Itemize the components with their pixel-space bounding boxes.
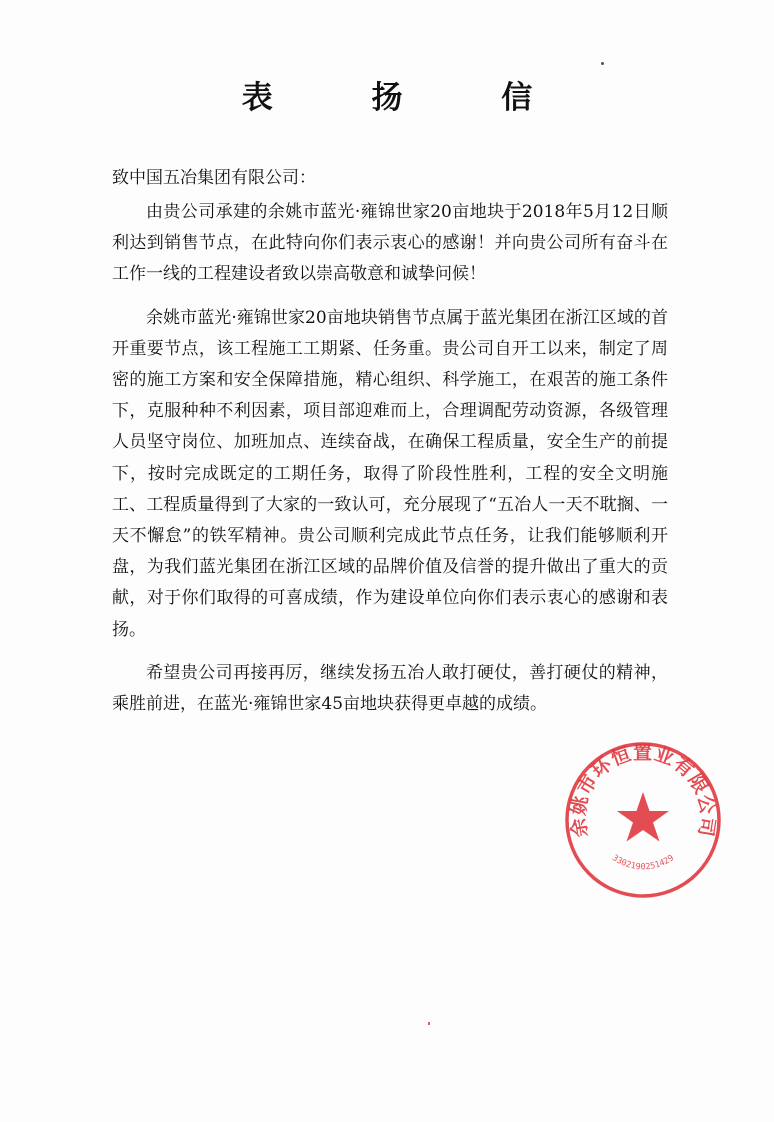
seal-stamp-icon bbox=[563, 740, 723, 900]
letter-body bbox=[112, 197, 668, 732]
seal-company-name: 余姚市环恒置业有限公司 bbox=[567, 741, 719, 839]
letter-title: 表 扬 信 bbox=[241, 80, 577, 116]
scan-speck bbox=[601, 62, 604, 65]
paragraph: 希望贵公司再接再厉，继续发扬五冶人敢打硬仗，善打硬仗的精神，乘胜前进，在蓝光·雍锦世家45亩地块获得更卓越的成绩。 bbox=[112, 662, 668, 715]
salutation: 致中国五冶集团有限公司： bbox=[112, 168, 316, 188]
paragraph: 余姚市蓝光·雍锦世家20亩地块销售节点属于蓝光集团在浙江区域的首开重要节点，该工程施工工期紧、任务重。贵公司自开工以来，制定了周密的施工方案和安全保障措施，精心组织、科学施工，在艰苦的施工条件下，克服种种不利因素，项目部迎难而上，合理调配劳动资源，各级管理人员坚守岗位、加班加点、连续奋战，在确保工程质量，安全生产的前提下，按时完成既定的工期任务，取得了阶段性胜利，工程的安全文明施工、工程质量得到了大家的一致认可，充分展现了“五冶人一天不耽搁、一天不懈怠”的铁军精神。贵公司顺利完成此节点任务，让我们能够顺利开盘，为我们蓝光集团在浙江区域的品牌价值及信誉的提升做出了重大的贡献，对于你们取得的可喜成绩，作为建设单位向你们表示衷心的感谢和表扬。 bbox=[112, 307, 668, 640]
scan-speck bbox=[428, 1022, 430, 1025]
paragraph: 由贵公司承建的余姚市蓝光·雍锦世家20亩地块于2018年5月12日顺利达到销售节点，在此特向你们表示衷心的感谢！并向贵公司所有奋斗在工作一线的工程建设者致以崇高敬意和诚挚问候！ bbox=[112, 202, 668, 285]
star-icon bbox=[617, 792, 669, 842]
company-seal bbox=[563, 740, 723, 900]
seal-serial-number: 3302190251429 bbox=[610, 853, 676, 873]
svg-text:3302190251429 bbox=[610, 853, 676, 872]
